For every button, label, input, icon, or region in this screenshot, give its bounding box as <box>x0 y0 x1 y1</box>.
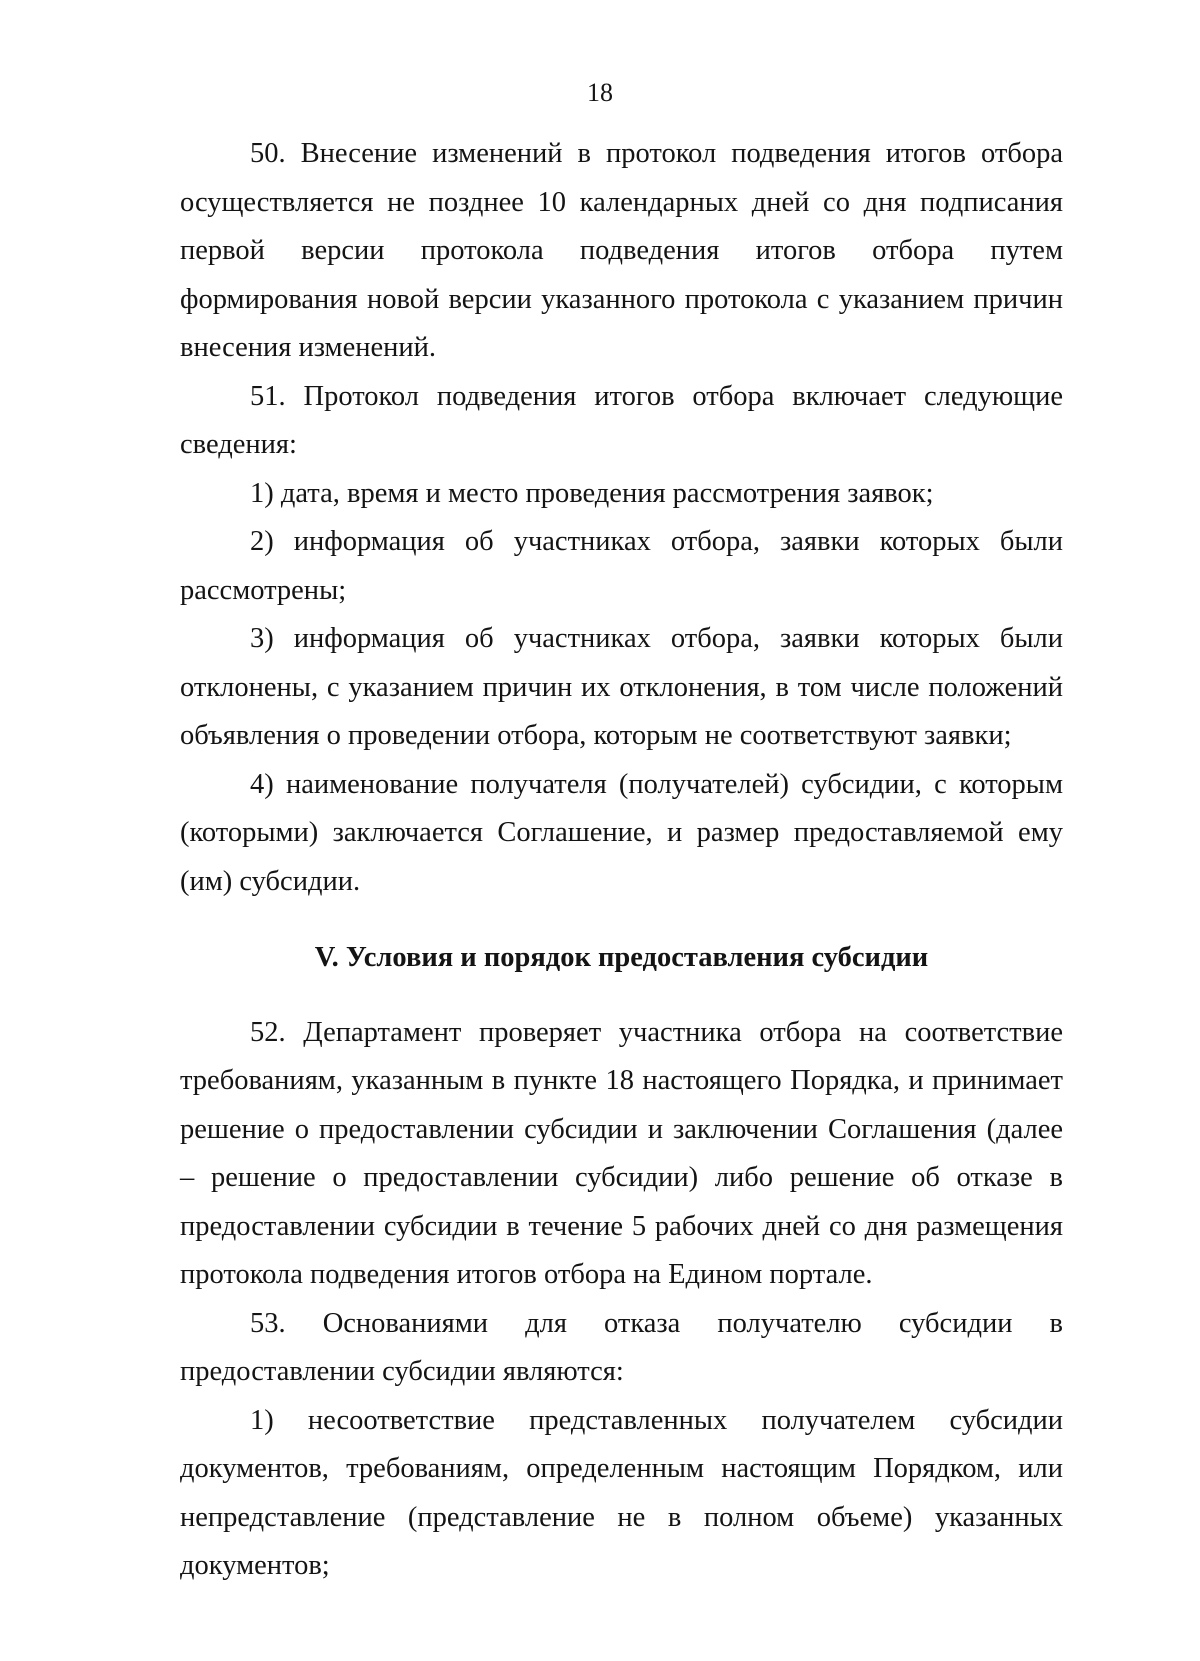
paragraph-51: 51. Протокол подведения итогов отбора включает следующие сведения: <box>180 380 1063 460</box>
paragraph-50: 50. Внесение изменений в протокол подведения итогов отбора осуществляется не позднее 10 календарных дней со дня подписания первой версии протокола подведения итогов отбора путем формирования новой версии указанного протокола с указанием причин внесения изменений. <box>180 138 1063 363</box>
list-item-2-considered-participants: 2) информация об участниках отбора, заявки которых были рассмотрены; <box>180 526 1063 606</box>
list-item-1-nonconformity: 1) несоответствие представленных получателем субсидии документов, требованиям, определенным настоящим Порядком, или непредставление (представление не в полном объеме) указанных документов; <box>180 1404 1063 1581</box>
page-number: 18 <box>587 78 613 107</box>
document-body <box>180 130 1063 1591</box>
list-item-3-rejected-participants: 3) информация об участниках отбора, заявки которых были отклонены, с указанием причин их отклонения, в том числе положений объявления о проведении отбора, которым не соответствуют заявки; <box>180 623 1063 751</box>
list-item-1-date-time-place: 1) дата, время и место проведения рассмотрения заявок; <box>250 477 934 509</box>
paragraph-53: 53. Основаниями для отказа получателю субсидии в предоставлении субсидии являются: <box>180 1307 1063 1387</box>
paragraph-52: 52. Департамент проверяет участника отбора на соответствие требованиям, указанным в пункте 18 настоящего Порядка, и принимает решение о предоставлении субсидии и заключении Соглашения (далее – решение о предоставлении субсидии) либо решение об отказе в предоставлении субсидии в течение 5 рабочих дней со дня размещения протокола подведения итогов отбора на Едином портале. <box>180 1016 1063 1290</box>
list-item-4-recipient-name: 4) наименование получателя (получателей) субсидии, с которым (которыми) заключается Соглашение, и размер предоставляемой ему (им) субсидии. <box>180 768 1063 897</box>
section-heading: V. Условия и порядок предоставления субсидии <box>314 942 929 973</box>
